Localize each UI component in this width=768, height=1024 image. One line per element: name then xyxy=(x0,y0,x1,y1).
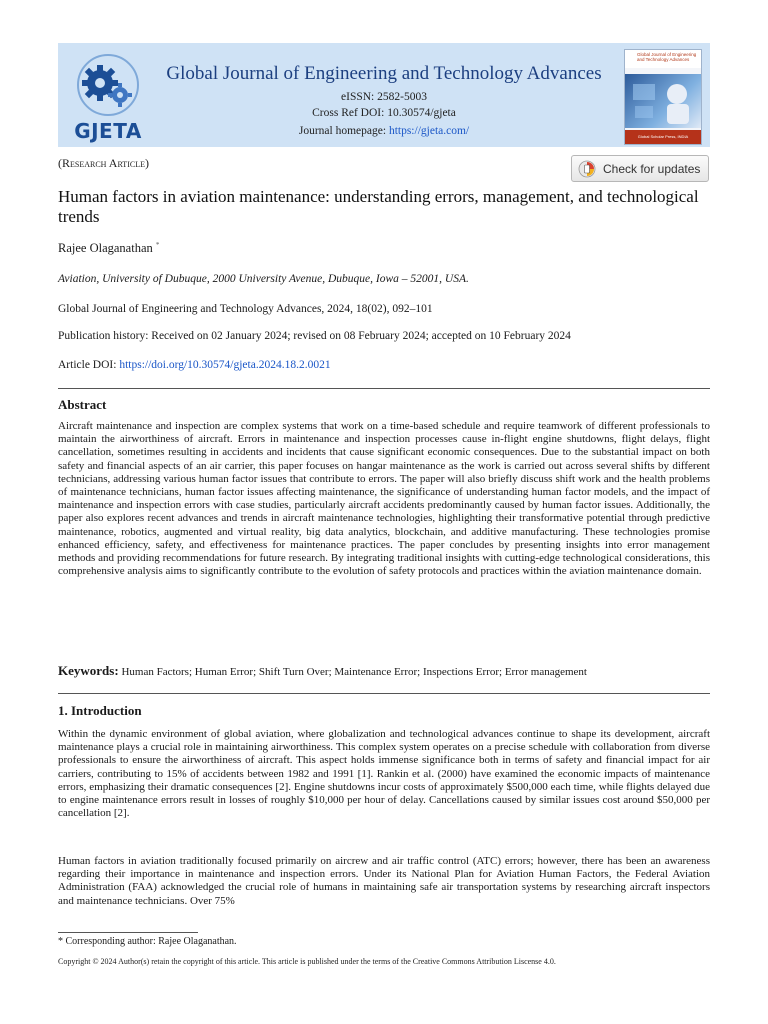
footnote-divider xyxy=(58,932,198,933)
journal-title: Global Journal of Engineering and Technology Advances xyxy=(166,63,602,84)
doi-label: Article DOI: xyxy=(58,359,120,371)
citation: Global Journal of Engineering and Technology Advances, 2024, 18(02), 092–101 xyxy=(58,303,433,315)
article-title: Human factors in aviation maintenance: understanding errors, management, and technological trends xyxy=(58,187,699,226)
check-updates-label: Check for updates xyxy=(603,161,701,176)
homepage-link[interactable]: https://gjeta.com/ xyxy=(388,125,470,137)
robot-icon xyxy=(625,74,701,128)
corresponding-author-note: * Corresponding author: Rajee Olaganathan. xyxy=(58,936,237,947)
keywords-text: Human Factors; Human Error; Shift Turn Over; Maintenance Error; Inspections Error; Error management xyxy=(121,666,587,678)
check-for-updates-button[interactable] xyxy=(571,155,709,182)
gear-icon xyxy=(66,49,150,121)
article-type: (Research Article) xyxy=(58,156,149,170)
divider xyxy=(58,693,710,694)
introduction-heading: 1. Introduction xyxy=(58,703,142,718)
author-name: Rajee Olaganathan xyxy=(58,241,153,256)
cover-footer: Global Scholar Press, INDIA xyxy=(625,130,701,144)
homepage-label: Journal homepage: xyxy=(298,125,389,137)
gjeta-logo xyxy=(66,49,150,143)
abstract-heading: Abstract xyxy=(58,397,107,412)
logo-text: GJETA xyxy=(74,119,142,143)
cover-image xyxy=(625,74,701,128)
introduction-paragraph-2: Human factors in aviation traditionally focused primarily on aircrew and air traffic control (ATC) errors; however, there has been an awareness regarding their importance in maintenance and inspection errors. Under its National Plan for Aviation Human Factors, the Federal Aviation Administration (FAA) acknowledged the crucial role of humans in maintaining safe air transportation systems by researching aircraft inspectors and maintenance technicians. Over 75% xyxy=(58,855,710,907)
article-doi xyxy=(58,359,331,371)
journal-cover xyxy=(624,49,702,145)
keywords-separator: : xyxy=(114,663,119,678)
abstract-text: Aircraft maintenance and inspection are complex systems that work on a time-based schedule and require teamwork of different professionals to maintain the airworthiness of aircraft. Errors in maintenance and inspection processes cause in-flight engine shutdowns, flight delays, flight cancellation, sometimes resulting in accidents and incidents that cause significant economic consequences. Due to the substantial impact on both safety and financial aspects of an air carrier, this paper focuses on hangar maintenance as the work is carried out across several shifts by different technicians, addressing various human factor issues that contribute to errors. The paper will also briefly discuss shift work and the health problems of maintenance technicians, human factor issues affecting maintenance, the significance of understanding human factor models, and the impact of maintenance and inspection errors with case studies, particularly aircraft accidents predominantly caused by human factor issues. Additionally, the paper also explores recent advances and trends in aircraft maintenance technologies, highlighting their transformative potential through predictive maintenance, robotics, augmented and virtual reality, big data analytics, blockchain, and additive manufacturing. These technologies promise enhanced efficiency, safety, and effectiveness for maintenance practices. The paper concludes by presenting insights into error management methods and providing recommendations for future research. By integrating traditional insights with cutting-edge technological considerations, this comprehensive analysis aims to significantly contribute to the evolution of safety protocols and practices within the aviation maintenance domain. xyxy=(58,420,710,578)
affiliation: Aviation, University of Dubuque, 2000 University Avenue, Dubuque, Iowa – 52001, USA. xyxy=(58,273,469,285)
author-line xyxy=(58,241,159,256)
crossref-doi: Cross Ref DOI: 10.30574/gjeta xyxy=(312,107,456,119)
cover-title: Global Journal of Engineering and Technology Advances xyxy=(637,52,697,62)
doi-link[interactable]: https://doi.org/10.30574/gjeta.2024.18.2.0021 xyxy=(119,359,331,371)
introduction-paragraph-1: Within the dynamic environment of global aviation, where globalization and technological advances continue to shape its development, aircraft maintenance plays a crucial role in maintaining airworthiness. This complex system operates on a precise schedule with collaboration from diverse professionals to ensure the airworthiness of aircraft. This aspect holds immense significance both in terms of safety and financial impact for air carriers, contributing to 15% of accidents between 1982 and 1991 [1]. Rankin et al. (2000) have examined the economic impacts of maintenance errors, emphasizing their dramatic consequences [2]. Engine shutdowns incur costs of approximately $500,000 each time, while flights delayed due to engine maintenance errors result in losses of roughly $10,000 per hour of delay. Cancellations caused by similar issues cost around $50,000 per cancellation [2]. xyxy=(58,728,710,820)
keywords-label: Keywords xyxy=(58,663,115,678)
publication-history: Publication history: Received on 02 January 2024; revised on 08 February 2024; accepted on 10 February 2024 xyxy=(58,330,571,342)
copyright-notice: Copyright © 2024 Author(s) retain the copyright of this article. This article is published under the terms of the Creative Commons Attribution Liscense 4.0. xyxy=(58,957,556,966)
author-mark: * xyxy=(155,241,160,249)
divider xyxy=(58,388,710,389)
journal-header xyxy=(58,43,710,147)
journal-homepage xyxy=(154,125,614,137)
eissn: eISSN: 2582-5003 xyxy=(341,91,427,103)
keywords xyxy=(58,663,718,679)
check-updates-icon xyxy=(578,160,596,178)
